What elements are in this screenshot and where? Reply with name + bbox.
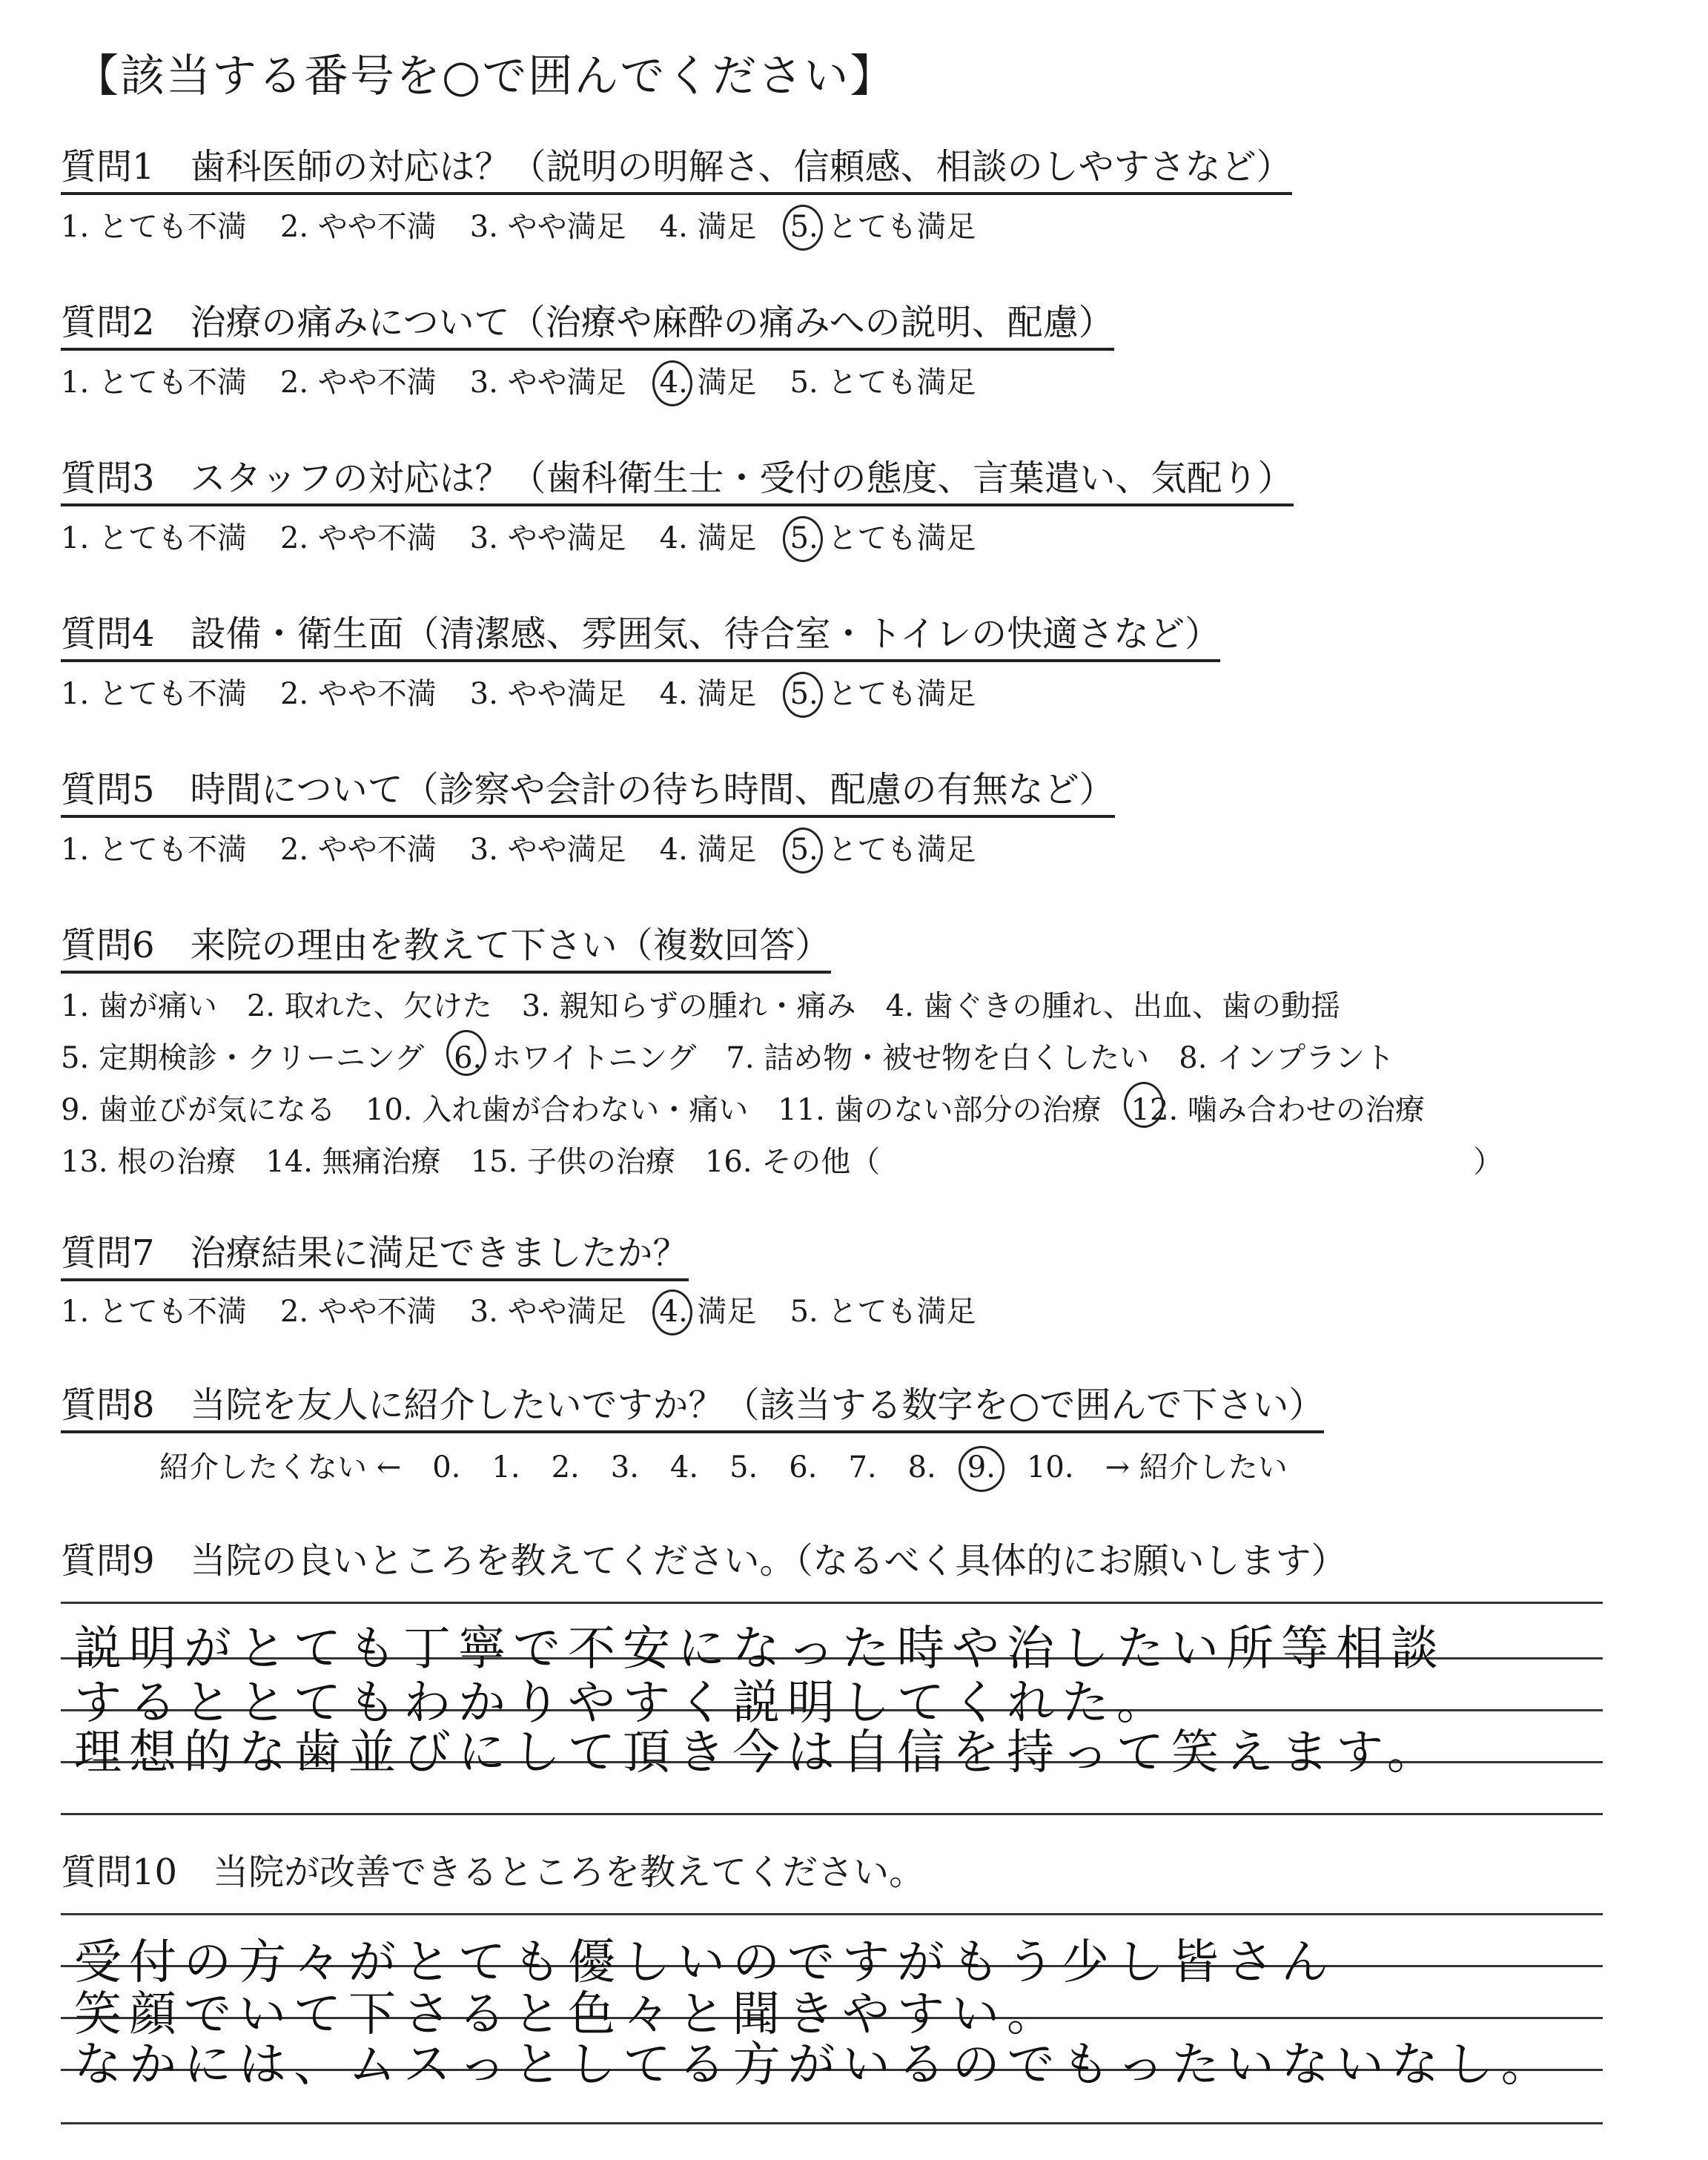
option-5[interactable]: 5. とても満足 [790,210,976,244]
option-2[interactable]: 2. やや不満 [279,677,437,711]
q10-answer-line [61,2122,1603,2124]
option-1[interactable]: 1. とても不満 [61,677,247,711]
option-5[interactable]: 5. とても満足 [790,1295,976,1329]
scale-value-8[interactable]: 8. [907,1450,936,1484]
scale-value-4[interactable]: 4. [669,1450,699,1484]
option-5[interactable]: 5. とても満足 [790,366,976,400]
q5-heading: 質問5 時間について（診察や会計の待ち時間、配慮の有無など） [61,767,1115,818]
option-1[interactable]: 1. とても不満 [61,1295,247,1329]
q9-heading: 質問9 当院の良いところを教えてください。（なるべく具体的にお願いします） [61,1540,1347,1582]
scale-value-10[interactable]: 10. [1026,1450,1074,1484]
q3-heading: 質問3 スタッフの対応は？（歯科衛生士・受付の態度、言葉遣い、気配り） [61,456,1294,506]
q2-options [61,365,1009,400]
reason-option-10[interactable]: 10. 入れ歯が合わない・痛い [365,1093,749,1127]
option-2[interactable]: 2. やや不満 [279,210,437,244]
q9-handwriting-1: 説明がとても丁寧で不安になった時や治したい所等相談 [74,1622,1446,1677]
reason-option-1[interactable]: 1. 歯が痛い [61,989,217,1023]
q6-row-4 [61,1138,1532,1180]
option-4[interactable]: 4. 満足 [659,521,757,555]
option-3[interactable]: 3. やや満足 [469,833,626,867]
reason-option-3[interactable]: 3. 親知らずの腫れ・痛み [521,989,856,1023]
q5-options [61,832,1009,868]
option-2[interactable]: 2. やや不満 [279,521,437,555]
scale-value-0[interactable]: 0. [432,1450,461,1484]
option-1[interactable]: 1. とても不満 [61,210,247,244]
scale-value-2[interactable]: 2. [551,1450,580,1484]
scale-value-5[interactable]: 5. [729,1450,758,1484]
reason-option-14[interactable]: 14. 無痛治療 [265,1145,441,1179]
other-close-paren[interactable]: ） [1473,1145,1503,1179]
option-3[interactable]: 3. やや満足 [469,210,626,244]
option-2[interactable]: 2. やや不満 [279,1295,437,1329]
q4-heading: 質問4 設備・衛生面（清潔感、雰囲気、待合室・トイレの快適さなど） [61,612,1220,662]
option-2[interactable]: 2. やや不満 [279,366,437,400]
reason-option-9[interactable]: 9. 歯並びが気になる [61,1093,336,1127]
q9-handwriting-2: するととてもわかりやすく説明してくれた。 [74,1676,1171,1731]
option-3[interactable]: 3. やや満足 [469,1295,626,1329]
option-3[interactable]: 3. やや満足 [469,366,626,400]
reason-option-15[interactable]: 15. 子供の治療 [470,1145,675,1179]
reason-option-12[interactable]: 12. 噛み合わせの治療 [1131,1086,1425,1129]
q7-options [61,1294,1009,1330]
option-4[interactable]: 4. 満足 [659,833,757,867]
q10-handwriting-2: 笑顔でいて下さると色々と聞きやすい。 [74,1987,1062,2042]
reason-option-8[interactable]: 8. インプラント [1179,1041,1395,1075]
q3-options [61,521,1009,556]
scale-right-label: → 紹介したい [1105,1450,1288,1484]
reason-option-16[interactable]: 16. その他（ [704,1145,881,1179]
scale-value-3[interactable]: 3. [610,1450,639,1484]
q9-handwriting-3: 理想的な歯並びにして頂き今は自信を持って笑えます。 [74,1725,1442,1780]
q4-options [61,676,1009,712]
q8-scale [159,1444,1319,1486]
q6-row-2 [61,1034,1424,1077]
q1-options [61,209,1009,245]
q10-heading: 質問10 当院が改善できるところを教えてください。 [61,1852,925,1893]
q1-heading: 質問1 歯科医師の対応は？（説明の明解さ、信頼感、相談のしやすさなど） [61,145,1292,195]
q7-heading: 質問7 治療結果に満足できましたか？ [61,1231,689,1281]
q10-handwriting-3: なかには、ムスっとしてる方がいるのでもったいないなし。 [74,2038,1556,2093]
option-2[interactable]: 2. やや不満 [279,833,437,867]
scale-left-label: 紹介したくない ← [159,1450,402,1484]
q6-row-1 [61,982,1370,1025]
scale-value-1[interactable]: 1. [491,1450,520,1484]
reason-option-11[interactable]: 11. 歯のない部分の治療 [778,1093,1102,1127]
reason-option-6[interactable]: 6. ホワイトニング [454,1034,696,1077]
option-1[interactable]: 1. とても不満 [61,366,247,400]
q2-heading: 質問2 治療の痛みについて（治療や麻酔の痛みへの説明、配慮） [61,300,1114,351]
q9-answer-line [61,1602,1603,1604]
q8-heading: 質問8 当院を友人に紹介したいですか？（該当する数字を○で囲んで下さい） [61,1383,1324,1433]
q9-answer-line [61,1813,1603,1815]
scale-value-9[interactable]: 9. [967,1450,996,1484]
reason-option-7[interactable]: 7. 詰め物・被せ物を白くしたい [726,1041,1150,1075]
option-5[interactable]: 5. とても満足 [790,677,976,711]
option-4[interactable]: 4. 満足 [659,677,757,711]
option-3[interactable]: 3. やや満足 [469,677,626,711]
reason-option-13[interactable]: 13. 根の治療 [61,1145,236,1179]
scale-value-7[interactable]: 7. [848,1450,877,1484]
reason-option-2[interactable]: 2. 取れた、欠けた [246,989,492,1023]
q10-handwriting-1: 受付の方々がとても優しいのですがもう少し皆さん [74,1935,1336,1990]
reason-option-4[interactable]: 4. 歯ぐきの腫れ、出血、歯の動揺 [885,989,1340,1023]
option-3[interactable]: 3. やや満足 [469,521,626,555]
option-1[interactable]: 1. とても不満 [61,833,247,867]
scale-value-6[interactable]: 6. [789,1450,818,1484]
reason-option-5[interactable]: 5. 定期検診・クリーニング [61,1041,425,1075]
q6-heading: 質問6 来院の理由を教えて下さい（複数回答） [61,923,831,974]
q10-answer-line [61,1913,1603,1915]
option-4[interactable]: 4. 満足 [659,1295,757,1329]
survey-title: 【該当する番号を○で囲んでください】 [74,50,896,102]
option-4[interactable]: 4. 満足 [659,366,757,400]
q6-row-3 [61,1086,1454,1129]
option-5[interactable]: 5. とても満足 [790,833,976,867]
option-5[interactable]: 5. とても満足 [790,521,976,555]
option-1[interactable]: 1. とても不満 [61,521,247,555]
option-4[interactable]: 4. 満足 [659,210,757,244]
